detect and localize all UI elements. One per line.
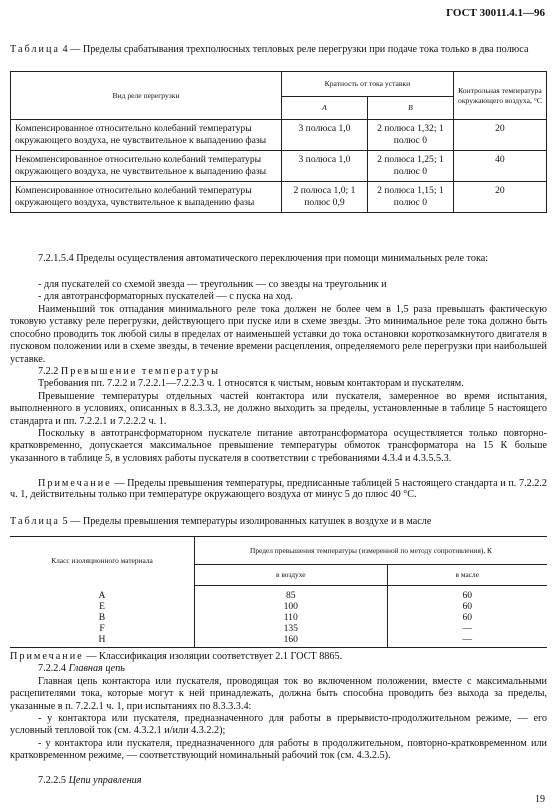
t5-cell-air: 135: [195, 623, 388, 634]
t5-cell-class: H: [10, 634, 195, 648]
document-header: ГОСТ 30011.4.1—96: [446, 7, 545, 19]
list-item: - у контактора или пускателя, предназначенного для работы в прерывисто-продолжительном режиме, — его условный тепловой ток (см. 4.3.2.1 и/или 4.3.2.2);: [10, 713, 547, 737]
t5-cell-air: 85: [195, 586, 388, 602]
para-autotransformer: Поскольку в автотрансформаторном пускателе питание автотрансформатора осуществляется только повторно-кратковременно, допускается максимальное превышение температуры обмоток трансформатора на 15 К больше указанного в таблице 5, в условиях работы пускателя в соответствии с требованиями 4.3.4 и 4.3.5.5.3.: [10, 428, 547, 464]
para-requirements: Требования пп. 7.2.2 и 7.2.2.1—7.2.2.3 ч. 1 относятся к чистым, новым контакторам и пускателям.: [38, 378, 464, 389]
note-text: — Пределы превышения температуры, предписанные таблицей 5 настоящего стандарта и п. 7.2.2.2 ч. 1, действительны только при температуре окружающего воздуха от минус 5 до плюс 40 °С.: [10, 478, 547, 500]
t5-cell-oil: 60: [462, 612, 473, 623]
table4-caption-text: 4 — Пределы срабатывания трехполюсных тепловых реле перегрузки при подаче тока только в два полюса: [62, 44, 529, 55]
t5-cell-class: B: [10, 612, 195, 623]
t5-cell-oil: —: [462, 623, 473, 634]
table-row: [10, 586, 547, 602]
table-row: [10, 634, 547, 648]
list-item: - для автотрансформаторных пускателей — с пуска на ход.: [38, 291, 293, 302]
section-7-2-2-5-heading: [10, 775, 547, 787]
t4-col-temp: Контрольная температура окружающего воздуха, °С: [453, 72, 546, 120]
section-number: 7.2.2.5: [38, 775, 67, 786]
section-title: Главная цепь: [68, 663, 125, 674]
t4-cell-b: 2 полюса 1,25; 1 полюс 0: [367, 151, 453, 182]
para-main-circuit: Главная цепь контактора или пускателя, проводящая ток во включенном положении, вместе с максимальными расцепителями тока, которые могут к ней принадлежать, должна быть способна проводить без выхода за пределы, указанные в п. 7.2.2.1 ч. 1, при испытаниях по 8.3.3.3.4:: [10, 676, 547, 712]
table5-caption-word: Таблица: [10, 516, 60, 527]
section-title: Превышение температуры: [60, 366, 220, 377]
table-5: [10, 536, 547, 648]
t4-cell-type: Компенсированное относительно колебаний температуры окружающего воздуха, не чувствительное к выпадению фазы: [11, 120, 282, 151]
t4-col-a: A: [282, 97, 368, 120]
list-item: - у контактора или пускателя, предназначенного для работы в продолжительном, повторно-кратковременном или кратковременном режиме, — соответствующий номинальный рабочий ток (см. 4.3.2.5).: [10, 738, 547, 762]
t4-col-type: Вид реле перегрузки: [11, 72, 282, 120]
t4-cell-temp: 40: [453, 151, 546, 182]
t4-cell-type: Компенсированное относительно колебаний температуры окружающего воздуха, чувствительное к выпадению фазы: [11, 182, 282, 213]
t5-cell-oil: 60: [462, 590, 473, 601]
t4-cell-temp: 20: [453, 182, 546, 213]
table-row: [10, 623, 547, 634]
table-row: [11, 120, 547, 151]
t5-cell-air: 160: [195, 634, 388, 648]
t5-cell-oil: —: [462, 634, 473, 645]
t4-cell-temp: 20: [453, 120, 546, 151]
t5-cell-air: 100: [195, 601, 388, 612]
table5-caption-text: 5 — Пределы превышения температуры изолированных катушек в воздухе и в масле: [62, 516, 432, 527]
section-number: 7.2.2.4: [38, 663, 67, 674]
para-min-relay: Наименьший ток отпадания минимального реле тока должен не более чем в 1,5 раза превышать фактическую токовую уставку реле перегрузки, действующего при пуске или в схеме звезды. Это минимальное реле тока должно быть способно проводить ток любой силы в пределах от наименьшей уставки до тока остановки короткозамкнутого двигателя в пусковом положении или в схеме звезды, в течение времени расцепления, определяемого реле перегрузки при наибольшей уставке.: [10, 304, 547, 365]
table-4: [10, 71, 547, 213]
t4-col-b: B: [367, 97, 453, 120]
table-row: [10, 612, 547, 623]
note-2: [10, 651, 547, 662]
t4-cell-type: Некомпенсированное относительно колебаний температуры окружающего воздуха, не чувствительное к выпадению фазы: [11, 151, 282, 182]
note-1: [10, 478, 547, 500]
t5-col-limit: Предел превышения температуры (измеренной по методу сопротивления), К: [195, 537, 548, 565]
table4-caption-word: Таблица: [10, 44, 60, 55]
page-number: 19: [535, 794, 545, 805]
t5-col-class: Класс изоляционного материала: [10, 537, 195, 586]
table4-caption: [10, 43, 547, 56]
para-7-2-1-5-4: 7.2.1.5.4 Пределы осуществления автоматического переключения при помощи минимальных реле тока:: [38, 253, 489, 264]
list-item: - для пускателей со схемой звезда — треугольник — со звезды на треугольник и: [38, 279, 387, 290]
t5-cell-class: F: [10, 623, 195, 634]
section-number: 7.2.2: [38, 366, 59, 377]
t5-col-oil: в масле: [387, 565, 547, 586]
t4-col-multiple: Кратность от тока уставки: [282, 72, 454, 97]
t5-col-air: в воздухе: [195, 565, 388, 586]
table-row: [11, 151, 547, 182]
note-label: Примечание: [38, 478, 112, 489]
table5-caption: [10, 515, 547, 528]
t4-cell-a: 2 полюса 1,0; 1 полюс 0,9: [282, 182, 368, 213]
table-row: [10, 601, 547, 612]
section-7-2-2-4-heading: [10, 663, 547, 675]
t4-cell-b: 2 полюса 1,15; 1 полюс 0: [367, 182, 453, 213]
t4-cell-a: 3 полюса 1,0: [282, 151, 368, 182]
t5-cell-air: 110: [195, 612, 388, 623]
section-title: Цепи управления: [68, 775, 142, 786]
section-7-2-2-heading: [10, 366, 547, 378]
para-temp-rise: Превышение температуры отдельных частей контактора или пускателя, замеренное во время испытания, выполненного в условиях, описанных в 8.3.3.3, не должно выходить за пределы, установленные в таблице 5 настоящего стандарта и пп. 7.2.2.1 и 7.2.2.2 ч. 1.: [10, 391, 547, 427]
note-label: Примечание: [10, 651, 84, 662]
t5-cell-class: E: [10, 601, 195, 612]
t4-cell-a: 3 полюса 1,0: [282, 120, 368, 151]
t5-cell-class: A: [10, 586, 195, 602]
note-text: — Классификация изоляции соответствует 2.1 ГОСТ 8865.: [86, 651, 343, 662]
t5-cell-oil: 60: [462, 601, 473, 612]
t4-cell-b: 2 полюса 1,32; 1 полюс 0: [367, 120, 453, 151]
table-row: [11, 182, 547, 213]
